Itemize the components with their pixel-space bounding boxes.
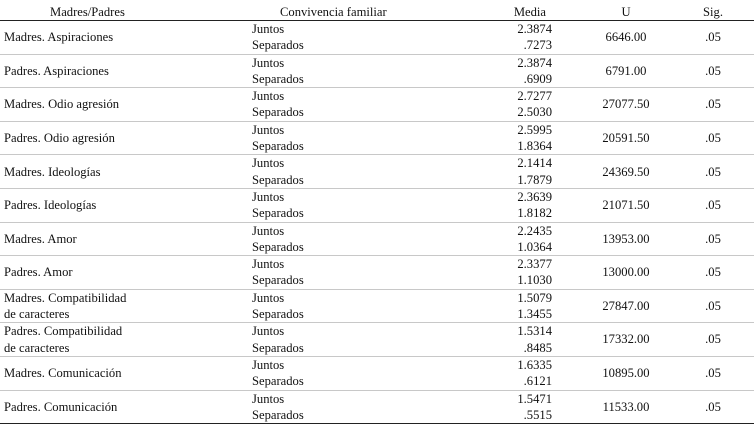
- convivencia-juntos: Juntos: [252, 357, 285, 372]
- media-cell: [460, 222, 580, 256]
- sig-value: .05: [672, 54, 754, 88]
- media-juntos: 1.6335: [517, 357, 552, 372]
- convivencia-juntos: Juntos: [252, 391, 285, 406]
- row-label-line: Madres. Odio agresión: [4, 97, 120, 112]
- convivencia-cell: [246, 222, 460, 256]
- media-cell: [460, 289, 580, 323]
- u-value: 21071.50: [580, 188, 672, 222]
- media-cell: [460, 323, 580, 357]
- table-row: [0, 155, 754, 189]
- convivencia-separados: Separados: [252, 71, 304, 86]
- media-cell: [460, 356, 580, 390]
- u-value: 13953.00: [580, 222, 672, 256]
- u-value: 27077.50: [580, 88, 672, 122]
- media-separados: .6909: [523, 71, 552, 86]
- sig-value: .05: [672, 356, 754, 390]
- media-juntos: 2.2435: [517, 223, 552, 238]
- convivencia-cell: [246, 21, 460, 55]
- media-separados: 1.1030: [517, 273, 552, 288]
- convivencia-cell: [246, 356, 460, 390]
- row-label: [0, 222, 246, 256]
- media-juntos: 1.5314: [517, 324, 552, 339]
- convivencia-cell: [246, 54, 460, 88]
- convivencia-cell: [246, 88, 460, 122]
- row-label: [0, 188, 246, 222]
- convivencia-juntos: Juntos: [252, 223, 285, 238]
- u-value: 10895.00: [580, 356, 672, 390]
- media-separados: 1.0364: [517, 239, 552, 254]
- sig-value: .05: [672, 121, 754, 155]
- row-label-line: Madres. Amor: [4, 231, 77, 246]
- convivencia-cell: [246, 121, 460, 155]
- row-label-line: Padres. Aspiraciones: [4, 63, 109, 78]
- media-juntos: 2.3874: [517, 22, 552, 36]
- media-separados: .7273: [523, 38, 552, 53]
- media-separados: 1.8364: [517, 139, 552, 154]
- row-label-line: Madres. Compatibilidad: [4, 290, 127, 305]
- media-cell: [460, 88, 580, 122]
- media-separados: 1.8182: [517, 206, 552, 221]
- header-group: Madres/Padres: [0, 4, 246, 21]
- row-label-line: de caracteres: [4, 340, 70, 355]
- table-row: [0, 54, 754, 88]
- table-row: [0, 88, 754, 122]
- row-label-line: Madres. Ideologías: [4, 164, 101, 179]
- convivencia-juntos: Juntos: [252, 156, 285, 171]
- row-label: [0, 88, 246, 122]
- u-value: 27847.00: [580, 289, 672, 323]
- u-value: 13000.00: [580, 256, 672, 290]
- media-separados: 2.5030: [517, 105, 552, 120]
- convivencia-cell: [246, 390, 460, 424]
- table-row: [0, 356, 754, 390]
- media-juntos: 2.5995: [517, 122, 552, 137]
- table-row: [0, 222, 754, 256]
- convivencia-juntos: Juntos: [252, 22, 285, 36]
- row-label-line: Madres. Comunicación: [4, 366, 122, 381]
- row-label: [0, 21, 246, 55]
- header-convivencia: Convivencia familiar: [246, 4, 460, 21]
- u-value: 6646.00: [580, 21, 672, 55]
- convivencia-separados: Separados: [252, 105, 304, 120]
- convivencia-cell: [246, 188, 460, 222]
- row-label-line: Padres. Comunicación: [4, 399, 118, 414]
- row-label-line: Padres. Odio agresión: [4, 130, 115, 145]
- sig-value: .05: [672, 289, 754, 323]
- table-header-row: [0, 4, 754, 21]
- sig-value: .05: [672, 390, 754, 424]
- header-sig: Sig.: [672, 4, 754, 21]
- row-label-line: Padres. Ideologías: [4, 198, 97, 213]
- header-u: U: [580, 4, 672, 21]
- convivencia-separados: Separados: [252, 340, 304, 355]
- u-value: 11533.00: [580, 390, 672, 424]
- media-juntos: 2.3377: [517, 257, 552, 272]
- row-label: [0, 121, 246, 155]
- convivencia-juntos: Juntos: [252, 55, 285, 70]
- media-separados: .6121: [523, 374, 552, 389]
- media-juntos: 2.1414: [517, 156, 552, 171]
- media-juntos: 2.3874: [517, 55, 552, 70]
- row-label: [0, 356, 246, 390]
- media-juntos: 1.5471: [517, 391, 552, 406]
- u-value: 24369.50: [580, 155, 672, 189]
- row-label: [0, 256, 246, 290]
- convivencia-separados: Separados: [252, 38, 304, 53]
- table-row: [0, 323, 754, 357]
- row-label: [0, 155, 246, 189]
- media-separados: 1.3455: [517, 307, 552, 322]
- row-label-line: Madres. Aspiraciones: [4, 30, 114, 45]
- media-juntos: 1.5079: [517, 290, 552, 305]
- row-label-line: Padres. Amor: [4, 265, 73, 280]
- media-separados: 1.7879: [517, 172, 552, 187]
- sig-value: .05: [672, 155, 754, 189]
- table-body: [0, 21, 754, 424]
- convivencia-juntos: Juntos: [252, 324, 285, 339]
- media-cell: [460, 188, 580, 222]
- convivencia-separados: Separados: [252, 139, 304, 154]
- media-juntos: 2.7277: [517, 89, 552, 104]
- row-label-line: Padres. Compatibilidad: [4, 324, 123, 339]
- media-separados: .8485: [523, 340, 552, 355]
- row-label: [0, 390, 246, 424]
- sig-value: .05: [672, 256, 754, 290]
- convivencia-separados: Separados: [252, 273, 304, 288]
- u-value: 17332.00: [580, 323, 672, 357]
- mann-whitney-table: [0, 4, 754, 424]
- convivencia-cell: [246, 289, 460, 323]
- sig-value: .05: [672, 188, 754, 222]
- table-row: [0, 289, 754, 323]
- row-label: [0, 323, 246, 357]
- convivencia-separados: Separados: [252, 172, 304, 187]
- sig-value: .05: [672, 222, 754, 256]
- media-cell: [460, 155, 580, 189]
- media-cell: [460, 21, 580, 55]
- convivencia-cell: [246, 155, 460, 189]
- convivencia-separados: Separados: [252, 239, 304, 254]
- row-label-line: de caracteres: [4, 307, 70, 322]
- media-cell: [460, 390, 580, 424]
- row-label: [0, 54, 246, 88]
- convivencia-cell: [246, 323, 460, 357]
- convivencia-juntos: Juntos: [252, 122, 285, 137]
- table-row: [0, 188, 754, 222]
- convivencia-separados: Separados: [252, 374, 304, 389]
- convivencia-juntos: Juntos: [252, 189, 285, 204]
- media-cell: [460, 54, 580, 88]
- table-row: [0, 21, 754, 55]
- convivencia-separados: Separados: [252, 307, 304, 322]
- media-cell: [460, 121, 580, 155]
- media-cell: [460, 256, 580, 290]
- u-value: 6791.00: [580, 54, 672, 88]
- u-value: 20591.50: [580, 121, 672, 155]
- media-juntos: 2.3639: [517, 189, 552, 204]
- sig-value: .05: [672, 88, 754, 122]
- row-label: [0, 289, 246, 323]
- table-row: [0, 390, 754, 424]
- media-separados: .5515: [523, 407, 552, 422]
- convivencia-juntos: Juntos: [252, 290, 285, 305]
- convivencia-juntos: Juntos: [252, 257, 285, 272]
- convivencia-juntos: Juntos: [252, 89, 285, 104]
- sig-value: .05: [672, 323, 754, 357]
- table-row: [0, 121, 754, 155]
- convivencia-cell: [246, 256, 460, 290]
- table-row: [0, 256, 754, 290]
- convivencia-separados: Separados: [252, 407, 304, 422]
- sig-value: .05: [672, 21, 754, 55]
- convivencia-separados: Separados: [252, 206, 304, 221]
- header-media: Media: [460, 4, 580, 21]
